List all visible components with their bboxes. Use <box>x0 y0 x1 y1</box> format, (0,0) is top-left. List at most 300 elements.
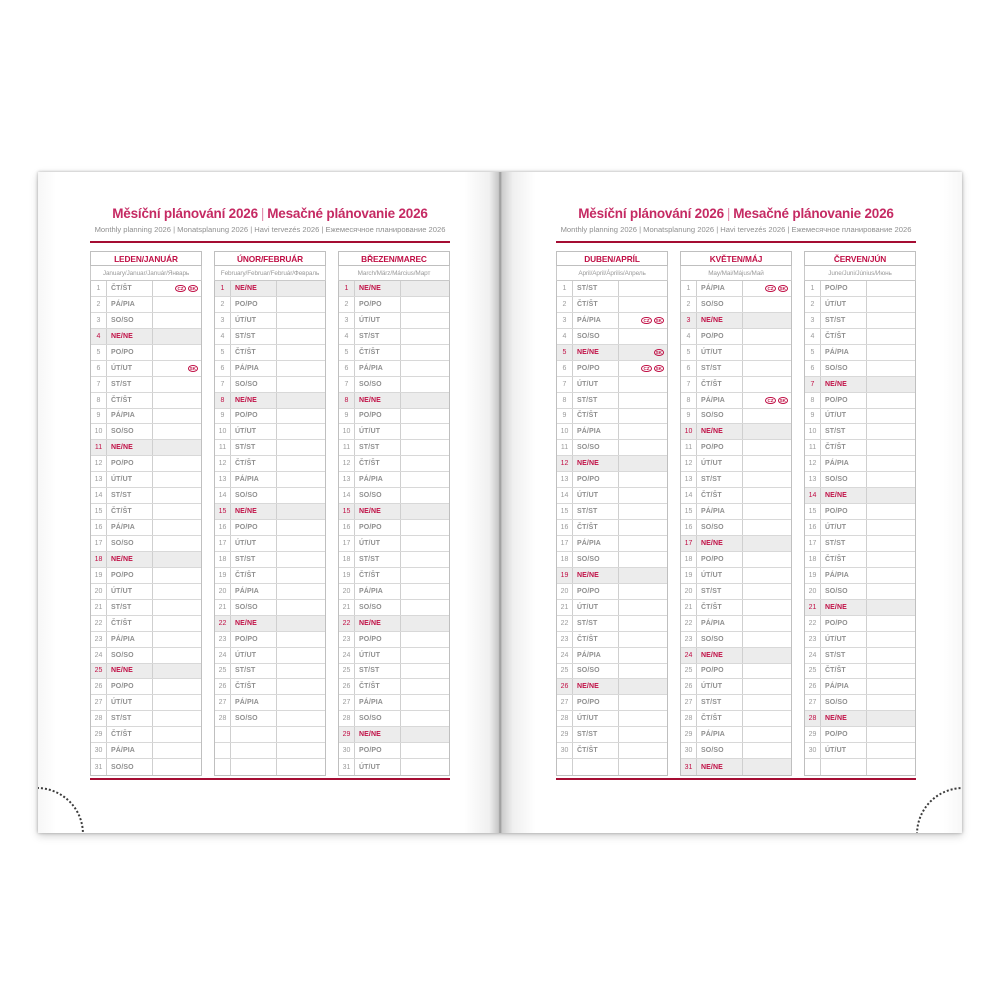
note-cell <box>867 329 915 344</box>
note-cell <box>153 648 201 663</box>
calendar-row <box>339 456 449 472</box>
day-number: 12 <box>805 456 821 471</box>
calendar-row <box>805 345 915 361</box>
note-cell <box>743 488 791 503</box>
day-label: SO/SO <box>231 711 277 726</box>
day-label: SO/SO <box>697 632 743 647</box>
calendar-row <box>805 488 915 504</box>
day-number: 15 <box>681 504 697 519</box>
day-label: NE/NE <box>355 504 401 519</box>
day-label: ÚT/UT <box>355 536 401 551</box>
cz-holiday-icon: CZ <box>643 365 650 371</box>
note-cell <box>153 377 201 392</box>
note-cell <box>867 424 915 439</box>
calendar-row <box>339 409 449 425</box>
calendar-row <box>557 584 667 600</box>
cz-holiday-icon: CZ <box>767 285 774 291</box>
right-page-content <box>556 206 916 780</box>
calendar-row <box>681 361 791 377</box>
day-label: PO/PO <box>231 632 277 647</box>
day-label: PÁ/PIA <box>231 472 277 487</box>
day-number: 5 <box>91 345 107 360</box>
calendar-row <box>557 345 667 361</box>
calendar-row <box>805 440 915 456</box>
note-cell <box>743 552 791 567</box>
calendar-row <box>339 759 449 775</box>
day-number: 9 <box>681 409 697 424</box>
month-title: BŘEZEN/MAREC <box>338 251 450 266</box>
day-number: 17 <box>91 536 107 551</box>
calendar-row <box>805 600 915 616</box>
day-label: ÚT/UT <box>573 600 619 615</box>
day-number: 21 <box>557 600 573 615</box>
note-cell <box>401 711 449 726</box>
calendar-row <box>805 520 915 536</box>
calendar-row <box>681 393 791 409</box>
day-number: 4 <box>681 329 697 344</box>
calendar-row <box>339 472 449 488</box>
calendar-row <box>91 648 201 664</box>
note-cell <box>619 711 667 726</box>
day-label: ÚT/UT <box>107 361 153 376</box>
cz-holiday-icon: CZ <box>643 317 650 323</box>
day-number: 17 <box>215 536 231 551</box>
calendar-row <box>91 409 201 425</box>
day-number: 1 <box>215 281 231 296</box>
day-number: 2 <box>557 297 573 312</box>
day-number: 31 <box>681 759 697 775</box>
day-number <box>215 743 231 758</box>
day-number: 7 <box>215 377 231 392</box>
calendar-row <box>681 504 791 520</box>
note-cell <box>743 329 791 344</box>
day-label: SO/SO <box>573 329 619 344</box>
calendar-row <box>805 504 915 520</box>
day-number: 22 <box>805 616 821 631</box>
day-label: ČT/ŠT <box>107 504 153 519</box>
sk-holiday-icon: SK <box>779 285 786 291</box>
day-label: ČT/ŠT <box>355 456 401 471</box>
calendar-row <box>215 632 325 648</box>
day-number: 1 <box>681 281 697 296</box>
note-cell <box>619 552 667 567</box>
day-number: 7 <box>681 377 697 392</box>
page-title <box>556 206 916 222</box>
calendar-row <box>339 743 449 759</box>
calendar-row <box>215 377 325 393</box>
day-label: SO/SO <box>355 377 401 392</box>
day-label: PO/PO <box>231 409 277 424</box>
day-number: 21 <box>339 600 355 615</box>
day-label: ST/ST <box>573 504 619 519</box>
calendar-row <box>557 695 667 711</box>
note-cell <box>277 711 325 726</box>
day-label: ST/ST <box>231 552 277 567</box>
day-label: ČT/ŠT <box>573 409 619 424</box>
calendar-row-empty <box>215 743 325 759</box>
day-label: PÁ/PIA <box>821 345 867 360</box>
calendar-row <box>681 409 791 425</box>
note-cell <box>743 361 791 376</box>
note-cell <box>153 584 201 599</box>
day-number: 21 <box>805 600 821 615</box>
note-cell <box>867 632 915 647</box>
day-label: PO/PO <box>573 361 619 376</box>
month-title: ČERVEN/JÚN <box>804 251 916 266</box>
day-label: NE/NE <box>107 329 153 344</box>
note-cell <box>619 520 667 535</box>
calendar-row <box>215 648 325 664</box>
day-label: PO/PO <box>697 552 743 567</box>
day-number: 27 <box>91 695 107 710</box>
calendar-row <box>215 520 325 536</box>
day-label: SO/SO <box>355 711 401 726</box>
calendar-row <box>681 568 791 584</box>
note-cell <box>743 695 791 710</box>
note-cell <box>867 393 915 408</box>
day-number: 18 <box>91 552 107 567</box>
note-cell <box>153 456 201 471</box>
corner-perforation-arc <box>916 787 962 833</box>
note-cell <box>401 424 449 439</box>
day-label: ČT/ŠT <box>107 281 153 296</box>
month-rows <box>556 281 668 776</box>
day-number: 11 <box>681 440 697 455</box>
day-number: 22 <box>339 616 355 631</box>
note-cell <box>867 648 915 663</box>
calendar-row <box>215 600 325 616</box>
note-cell <box>277 679 325 694</box>
day-label: ČT/ŠT <box>573 632 619 647</box>
note-cell <box>153 313 201 328</box>
day-label: PO/PO <box>697 664 743 679</box>
day-number: 4 <box>805 329 821 344</box>
day-number: 16 <box>805 520 821 535</box>
day-label <box>573 759 619 775</box>
day-label: PO/PO <box>355 297 401 312</box>
day-number: 4 <box>557 329 573 344</box>
calendar-row <box>681 440 791 456</box>
day-label: PÁ/PIA <box>697 727 743 742</box>
calendar-row <box>681 456 791 472</box>
calendar-row <box>557 456 667 472</box>
day-label: ČT/ŠT <box>231 568 277 583</box>
day-label <box>821 759 867 775</box>
day-number: 28 <box>557 711 573 726</box>
calendar-row <box>681 664 791 680</box>
month-languages: June/Juni/Június/Июнь <box>804 266 916 281</box>
note-cell <box>619 361 667 376</box>
day-label: NE/NE <box>355 727 401 742</box>
day-number: 31 <box>91 759 107 775</box>
day-label: NE/NE <box>573 345 619 360</box>
day-number: 2 <box>681 297 697 312</box>
page-title-slovak: Mesačné plánovanie 2026 <box>733 206 894 221</box>
month-column-may <box>680 251 792 776</box>
day-number: 8 <box>557 393 573 408</box>
note-cell <box>743 584 791 599</box>
day-label: ČT/ŠT <box>697 377 743 392</box>
day-label: SO/SO <box>231 377 277 392</box>
day-label: PO/PO <box>355 632 401 647</box>
day-number: 18 <box>805 552 821 567</box>
sk-holiday-icon: SK <box>189 365 196 371</box>
calendar-row <box>805 695 915 711</box>
note-cell <box>153 345 201 360</box>
calendar-row-empty <box>215 759 325 775</box>
day-number: 27 <box>805 695 821 710</box>
note-cell <box>619 393 667 408</box>
calendar-row <box>91 679 201 695</box>
day-number: 5 <box>215 345 231 360</box>
note-cell <box>743 568 791 583</box>
day-number: 9 <box>805 409 821 424</box>
page-title-czech: Měsíční plánování 2026 <box>112 206 258 221</box>
calendar-row <box>91 297 201 313</box>
day-label: ST/ST <box>107 488 153 503</box>
day-label: ÚT/UT <box>573 711 619 726</box>
day-number: 21 <box>681 600 697 615</box>
day-label: ST/ST <box>821 536 867 551</box>
day-label: NE/NE <box>697 424 743 439</box>
calendar-row <box>681 329 791 345</box>
day-label: ST/ST <box>231 440 277 455</box>
note-cell <box>867 488 915 503</box>
day-number: 14 <box>805 488 821 503</box>
day-label: PO/PO <box>107 345 153 360</box>
day-label: PÁ/PIA <box>107 632 153 647</box>
note-cell <box>619 329 667 344</box>
note-cell <box>619 664 667 679</box>
calendar-row <box>805 297 915 313</box>
day-number: 11 <box>557 440 573 455</box>
note-cell <box>401 409 449 424</box>
calendar-row <box>557 424 667 440</box>
note-cell <box>743 393 791 408</box>
note-cell <box>277 743 325 758</box>
day-number: 7 <box>339 377 355 392</box>
calendar-row <box>805 632 915 648</box>
day-number: 15 <box>557 504 573 519</box>
calendar-row <box>215 679 325 695</box>
month-rows <box>214 281 326 776</box>
day-number: 6 <box>215 361 231 376</box>
day-label: NE/NE <box>107 664 153 679</box>
calendar-row <box>339 361 449 377</box>
day-number: 3 <box>681 313 697 328</box>
calendar-row <box>91 711 201 727</box>
note-cell <box>277 568 325 583</box>
note-cell <box>619 695 667 710</box>
note-cell <box>277 648 325 663</box>
calendar-row <box>339 552 449 568</box>
calendar-row <box>681 616 791 632</box>
bottom-rule <box>90 778 450 780</box>
note-cell <box>867 345 915 360</box>
day-label: NE/NE <box>231 616 277 631</box>
calendar-row <box>681 472 791 488</box>
day-label: SO/SO <box>107 648 153 663</box>
day-label: PÁ/PIA <box>107 520 153 535</box>
day-number: 7 <box>91 377 107 392</box>
day-number: 1 <box>339 281 355 296</box>
calendar-row <box>681 648 791 664</box>
month-languages: May/Mai/Május/Май <box>680 266 792 281</box>
day-label: SO/SO <box>573 440 619 455</box>
day-number: 2 <box>215 297 231 312</box>
day-label: ČT/ŠT <box>107 616 153 631</box>
note-cell <box>867 281 915 296</box>
calendar-row <box>339 329 449 345</box>
day-label: PO/PO <box>355 409 401 424</box>
note-cell <box>619 377 667 392</box>
calendar-row <box>681 313 791 329</box>
month-languages: April/April/Április/Апрель <box>556 266 668 281</box>
note-cell <box>743 377 791 392</box>
day-number: 9 <box>91 409 107 424</box>
note-cell <box>153 664 201 679</box>
day-label: ÚT/UT <box>821 409 867 424</box>
day-number: 4 <box>339 329 355 344</box>
month-title: KVĚTEN/MÁJ <box>680 251 792 266</box>
note-cell <box>743 313 791 328</box>
calendar-row <box>805 424 915 440</box>
note-cell <box>401 600 449 615</box>
note-cell <box>867 409 915 424</box>
calendar-row <box>215 393 325 409</box>
calendar-row <box>557 377 667 393</box>
calendar-row <box>681 743 791 759</box>
day-label: ČT/ŠT <box>821 552 867 567</box>
note-cell <box>153 568 201 583</box>
day-label: PÁ/PIA <box>107 743 153 758</box>
calendar-row <box>91 632 201 648</box>
day-number: 10 <box>805 424 821 439</box>
calendar-row <box>339 520 449 536</box>
month-column-march <box>338 251 450 776</box>
day-label: PÁ/PIA <box>573 313 619 328</box>
day-label: ÚT/UT <box>821 297 867 312</box>
day-number: 19 <box>557 568 573 583</box>
title-separator: | <box>726 206 731 221</box>
day-number: 22 <box>215 616 231 631</box>
day-number: 30 <box>557 743 573 758</box>
note-cell <box>401 632 449 647</box>
calendar-row <box>805 568 915 584</box>
calendar-row <box>557 409 667 425</box>
day-number: 28 <box>339 711 355 726</box>
day-number: 28 <box>91 711 107 726</box>
note-cell <box>401 472 449 487</box>
calendar-row <box>339 600 449 616</box>
day-label: ÚT/UT <box>231 648 277 663</box>
note-cell <box>153 616 201 631</box>
calendar-row <box>557 504 667 520</box>
month-column-april <box>556 251 668 776</box>
note-cell <box>867 727 915 742</box>
left-page <box>38 172 500 833</box>
calendar-row <box>91 440 201 456</box>
month-column-january <box>90 251 202 776</box>
day-number: 2 <box>91 297 107 312</box>
day-label: NE/NE <box>697 759 743 775</box>
note-cell <box>619 584 667 599</box>
note-cell <box>743 281 791 296</box>
note-cell <box>619 632 667 647</box>
note-cell <box>867 664 915 679</box>
note-cell <box>401 664 449 679</box>
day-number: 21 <box>91 600 107 615</box>
note-cell <box>153 329 201 344</box>
day-number: 13 <box>557 472 573 487</box>
day-number: 19 <box>339 568 355 583</box>
note-cell <box>153 727 201 742</box>
calendar-row <box>681 488 791 504</box>
note-cell <box>277 520 325 535</box>
day-label: ÚT/UT <box>355 759 401 775</box>
day-label: ČT/ŠT <box>231 345 277 360</box>
day-label: PÁ/PIA <box>697 616 743 631</box>
calendar-row <box>215 711 325 727</box>
calendar-row <box>339 616 449 632</box>
day-label: SO/SO <box>231 488 277 503</box>
sk-holiday-icon: SK <box>779 397 786 403</box>
day-label: SO/SO <box>821 361 867 376</box>
calendar-row <box>681 281 791 297</box>
day-number: 18 <box>215 552 231 567</box>
day-label: PÁ/PIA <box>697 504 743 519</box>
calendar-row <box>681 424 791 440</box>
note-cell <box>619 727 667 742</box>
note-cell <box>277 552 325 567</box>
day-number: 23 <box>91 632 107 647</box>
note-cell <box>867 616 915 631</box>
day-label: ST/ST <box>231 664 277 679</box>
calendar-row <box>681 297 791 313</box>
calendar-row <box>805 361 915 377</box>
calendar-row <box>805 377 915 393</box>
note-cell <box>277 329 325 344</box>
day-label: ST/ST <box>821 313 867 328</box>
calendar-row <box>557 616 667 632</box>
day-label: ČT/ŠT <box>697 711 743 726</box>
day-number: 6 <box>681 361 697 376</box>
day-number: 12 <box>557 456 573 471</box>
calendar-row-empty <box>215 727 325 743</box>
calendar-row <box>215 440 325 456</box>
day-number <box>557 759 573 775</box>
day-number: 12 <box>215 456 231 471</box>
day-number: 17 <box>681 536 697 551</box>
day-number: 3 <box>215 313 231 328</box>
day-number: 3 <box>805 313 821 328</box>
month-title: LEDEN/JANUÁR <box>90 251 202 266</box>
day-label: NE/NE <box>573 568 619 583</box>
calendar-row <box>91 552 201 568</box>
calendar-row <box>339 440 449 456</box>
day-number: 6 <box>805 361 821 376</box>
note-cell <box>153 297 201 312</box>
day-label: PO/PO <box>697 440 743 455</box>
note-cell <box>401 648 449 663</box>
day-label: SO/SO <box>697 297 743 312</box>
note-cell <box>619 440 667 455</box>
day-number: 29 <box>557 727 573 742</box>
calendar-row <box>557 281 667 297</box>
calendar-row <box>557 568 667 584</box>
calendar-row <box>805 552 915 568</box>
calendar-row <box>215 664 325 680</box>
